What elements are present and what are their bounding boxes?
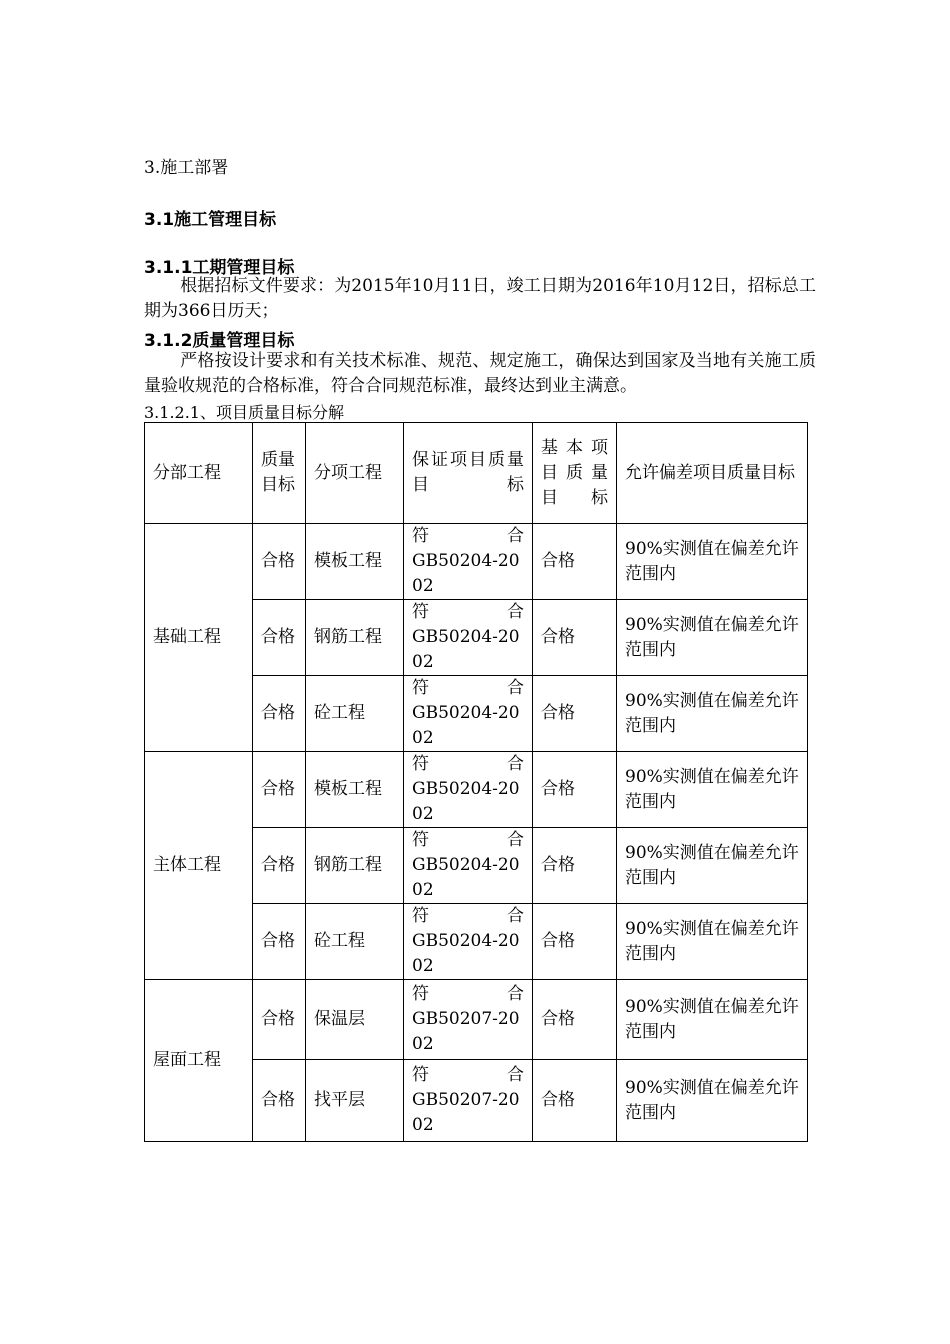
schedule-paragraph — [144, 274, 816, 324]
basic-cell: 合格 — [533, 752, 617, 828]
standard-cell — [404, 1060, 533, 1142]
basic-cell: 合格 — [533, 828, 617, 904]
tolerance-cell: 90%实测值在偏差允许范围内 — [617, 752, 808, 828]
quality-cell: 合格 — [253, 904, 306, 980]
standard-conform-line — [412, 524, 524, 549]
standard-code: GB50207-2002 — [412, 1009, 520, 1054]
header-cell: 保证项目质量目标 — [404, 423, 533, 524]
standard-conform-line — [412, 600, 524, 625]
division-cell: 主体工程 — [145, 752, 253, 980]
standard-conform-line — [412, 752, 524, 777]
table-header-row — [145, 423, 808, 524]
heading-section-3-1-2: 3.1.2质量管理目标 — [144, 331, 295, 351]
tolerance-cell: 90%实测值在偏差允许范围内 — [617, 524, 808, 600]
table-caption: 3.1.2.1、项目质量目标分解 — [144, 403, 344, 422]
standard-word-b: 合 — [507, 526, 524, 546]
standard-cell — [404, 904, 533, 980]
standard-word-a: 符 — [412, 678, 429, 698]
quality-cell: 合格 — [253, 524, 306, 600]
header-cell: 质量目标 — [253, 423, 306, 524]
quality-paragraph-text: 严格按设计要求和有关技术标准、规范、规定施工，确保达到国家及当地有关施工质量验收规范的合格标准，符合合同规范标准，最终达到业主满意。 — [144, 351, 816, 396]
standard-cell — [404, 600, 533, 676]
standard-word-b: 合 — [507, 830, 524, 850]
table-row — [145, 752, 808, 828]
heading-section-3: 3.施工部署 — [144, 158, 229, 178]
quality-cell: 合格 — [253, 828, 306, 904]
tolerance-cell: 90%实测值在偏差允许范围内 — [617, 600, 808, 676]
item-cell: 找平层 — [306, 1060, 404, 1142]
tolerance-cell: 90%实测值在偏差允许范围内 — [617, 676, 808, 752]
tolerance-cell: 90%实测值在偏差允许范围内 — [617, 904, 808, 980]
standard-word-a: 符 — [412, 906, 429, 926]
basic-cell: 合格 — [533, 600, 617, 676]
basic-cell: 合格 — [533, 676, 617, 752]
heading-section-3-1: 3.1施工管理目标 — [144, 210, 277, 230]
standard-word-a: 符 — [412, 984, 429, 1004]
heading-section-3-1-1: 3.1.1工期管理目标 — [144, 258, 295, 278]
header-cell: 基本项目质量目标 — [533, 423, 617, 524]
quality-target-table-body — [145, 423, 808, 1142]
item-cell: 保温层 — [306, 980, 404, 1060]
tolerance-cell: 90%实测值在偏差允许范围内 — [617, 828, 808, 904]
quality-cell: 合格 — [253, 980, 306, 1060]
standard-word-b: 合 — [507, 1065, 524, 1085]
item-cell: 钢筋工程 — [306, 828, 404, 904]
standard-word-b: 合 — [507, 678, 524, 698]
standard-word-a: 符 — [412, 526, 429, 546]
item-cell: 钢筋工程 — [306, 600, 404, 676]
standard-conform-line — [412, 676, 524, 701]
standard-word-b: 合 — [507, 602, 524, 622]
header-cell: 允许偏差项目质量目标 — [617, 423, 808, 524]
tolerance-cell: 90%实测值在偏差允许范围内 — [617, 1060, 808, 1142]
quality-target-table — [144, 422, 808, 1142]
division-cell: 屋面工程 — [145, 980, 253, 1142]
standard-conform-line — [412, 1063, 524, 1088]
basic-cell: 合格 — [533, 904, 617, 980]
standard-cell — [404, 676, 533, 752]
quality-paragraph — [144, 349, 816, 399]
item-cell: 模板工程 — [306, 524, 404, 600]
standard-word-a: 符 — [412, 602, 429, 622]
standard-word-a: 符 — [412, 1065, 429, 1085]
quality-cell: 合格 — [253, 600, 306, 676]
standard-code: GB50204-2002 — [412, 703, 520, 748]
schedule-paragraph-text: 根据招标文件要求：为2015年10月11日，竣工日期为2016年10月12日，招标总工期为366日历天； — [144, 276, 816, 321]
header-cell: 分项工程 — [306, 423, 404, 524]
basic-cell: 合格 — [533, 1060, 617, 1142]
standard-word-b: 合 — [507, 984, 524, 1004]
standard-code: GB50204-2002 — [412, 931, 520, 976]
basic-cell: 合格 — [533, 524, 617, 600]
quality-cell: 合格 — [253, 752, 306, 828]
standard-cell — [404, 828, 533, 904]
tolerance-cell: 90%实测值在偏差允许范围内 — [617, 980, 808, 1060]
quality-cell: 合格 — [253, 676, 306, 752]
header-cell: 分部工程 — [145, 423, 253, 524]
standard-cell — [404, 752, 533, 828]
standard-word-b: 合 — [507, 754, 524, 774]
standard-conform-line — [412, 828, 524, 853]
division-cell: 基础工程 — [145, 524, 253, 752]
standard-code: GB50204-2002 — [412, 627, 520, 672]
item-cell: 砼工程 — [306, 676, 404, 752]
quality-cell: 合格 — [253, 1060, 306, 1142]
standard-cell — [404, 980, 533, 1060]
standard-word-b: 合 — [507, 906, 524, 926]
standard-word-a: 符 — [412, 754, 429, 774]
standard-code: GB50204-2002 — [412, 551, 520, 596]
standard-conform-line — [412, 904, 524, 929]
item-cell: 模板工程 — [306, 752, 404, 828]
standard-word-a: 符 — [412, 830, 429, 850]
standard-conform-line — [412, 982, 524, 1007]
standard-code: GB50204-2002 — [412, 779, 520, 824]
table-row — [145, 980, 808, 1060]
item-cell: 砼工程 — [306, 904, 404, 980]
standard-code: GB50207-2002 — [412, 1090, 520, 1135]
table-row — [145, 524, 808, 600]
basic-cell: 合格 — [533, 980, 617, 1060]
standard-code: GB50204-2002 — [412, 855, 520, 900]
standard-cell — [404, 524, 533, 600]
